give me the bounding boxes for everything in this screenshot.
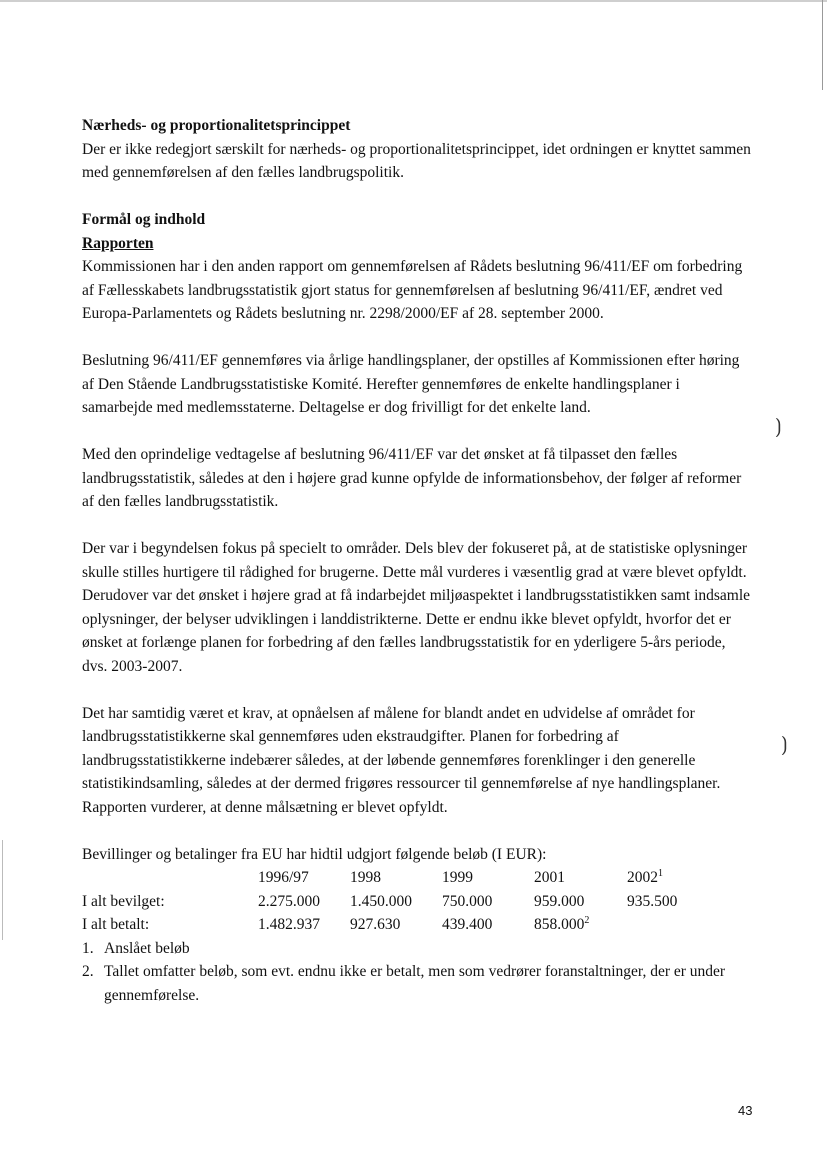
paragraph-3: Med den oprindelige vedtagelse af beslutning 96/411/EF var det ønsket at få tilpasset den fælles landbrugsstatistik, således at den i højere grad kunne opfylde de informationsbehov, der følger af reformer af den fælles landbrugsstatistik. (82, 446, 742, 510)
value-cell: 2.275.000 (258, 892, 320, 910)
paragraph-2: Beslutning 96/411/EF gennemføres via årlige handlingsplaner, der opstilles af Kommissionen efter høring af Den Stående Landbrugsstatistiske Komité. Herefter gennemføres de enkelte handlingsplaner i samarbejde med medlemsstaterne. Deltagelse er dog frivilligt for det enkelte land. (82, 352, 740, 416)
value-cell: 439.400 (442, 916, 493, 933)
funding-row-granted (82, 890, 754, 914)
left-scan-line (2, 840, 3, 940)
funding-intro: Bevillinger og betalinger fra EU har hidtil udgjort følgende beløb (I EUR): (82, 845, 547, 863)
report-subheading: Rapporten (82, 234, 154, 252)
footnote-1 (82, 937, 754, 961)
paragraph-1: Kommissionen har i den anden rapport om gennemførelsen af Rådets beslutning 96/411/EF om forbedring af Fællesskabets landbrugsstatistik gjort status for gennemførelsen af beslutning 96/411/EF, ændret ved Europa-Parlamentets og Rådets beslutning nr. 2298/2000/EF af 28. september 2000. (82, 258, 743, 322)
footnote-number: 1. (82, 939, 94, 957)
right-border-line (822, 0, 823, 90)
year-cell: 2001 (534, 869, 565, 886)
footnote-2 (82, 960, 754, 1007)
principle-text: Der er ikke redegjort særskilt for nærheds- og proportionalitetsprincippet, idet ordningen er knyttet sammen med gennemførelsen af den fælles landbrugspolitik. (82, 140, 751, 181)
value-cell: 750.000 (442, 892, 493, 910)
value-cell: 1.482.937 (258, 916, 320, 933)
footnote-text: Anslået beløb (104, 939, 190, 957)
value-cell: 959.000 (534, 892, 585, 910)
funding-year-row (82, 866, 754, 890)
principle-heading: Nærheds- og proportionalitetsprincippet (82, 117, 351, 134)
value-cell: 927.630 (350, 916, 401, 933)
row-label: I alt betalt: (82, 916, 150, 933)
purpose-heading: Formål og indhold (82, 211, 206, 228)
value-cell: 935.500 (627, 892, 678, 910)
paragraph-4: Der var i begyndelsen fokus på specielt to områder. Dels blev der fokuseret på, at de statistiske oplysninger skulle stilles hurtigere til rådighed for brugerne. Dette mål vurderes i væsentlig grad at være blevet opfyldt. Derudover var det ønsket i højere grad at få indarbejdet miljøaspektet i landbrugsstatistikken samt indsamle oplysninger, der belyser udviklingen i landdistrikterne. Dette er endnu ikke blevet opfyldt, hvorfor det er ønsket at forlænge planen for forbedring af den fælles landbrugsstatistik for en yderligere 5-års periode, dvs. 2003-2007. (82, 540, 751, 675)
funding-row-paid (82, 913, 754, 937)
scan-mark-bottom: ⟯ (781, 732, 788, 756)
value-cell: 858.000$^2$ (534, 914, 590, 933)
footnote-text: Tallet omfatter beløb, som evt. endnu ikke er betalt, men som vedrører foranstaltninger, der er under gennemførelse. (104, 963, 726, 1004)
value-cell: 1.450.000 (350, 892, 412, 910)
document-page (82, 114, 754, 1007)
year-cell: 1996/97 (258, 869, 309, 886)
scan-mark-top: ⟯ (775, 414, 782, 438)
year-cell: 1999 (442, 869, 473, 886)
year-cell: 2002$^1$ (627, 867, 663, 886)
top-border-line (0, 0, 827, 2)
row-label: I alt bevilget: (82, 892, 165, 910)
year-cell: 1998 (350, 869, 381, 886)
page-number: 43 (738, 1103, 753, 1118)
footnote-number: 2. (82, 963, 94, 980)
paragraph-5: Det har samtidig været et krav, at opnåelsen af målene for blandt andet en udvidelse af området for landbrugsstatistikkerne skal gennemføres uden ekstraudgifter. Planen for forbedring af landbrugsstatistikkerne indebærer således, at der løbende gennemføres forenklinger i den generelle statistikindsamling, således at der dermed frigøres ressourcer til gennemførelse af nye handlingsplaner. Rapporten vurderer, at denne målsætning er blevet opfyldt. (82, 704, 721, 816)
